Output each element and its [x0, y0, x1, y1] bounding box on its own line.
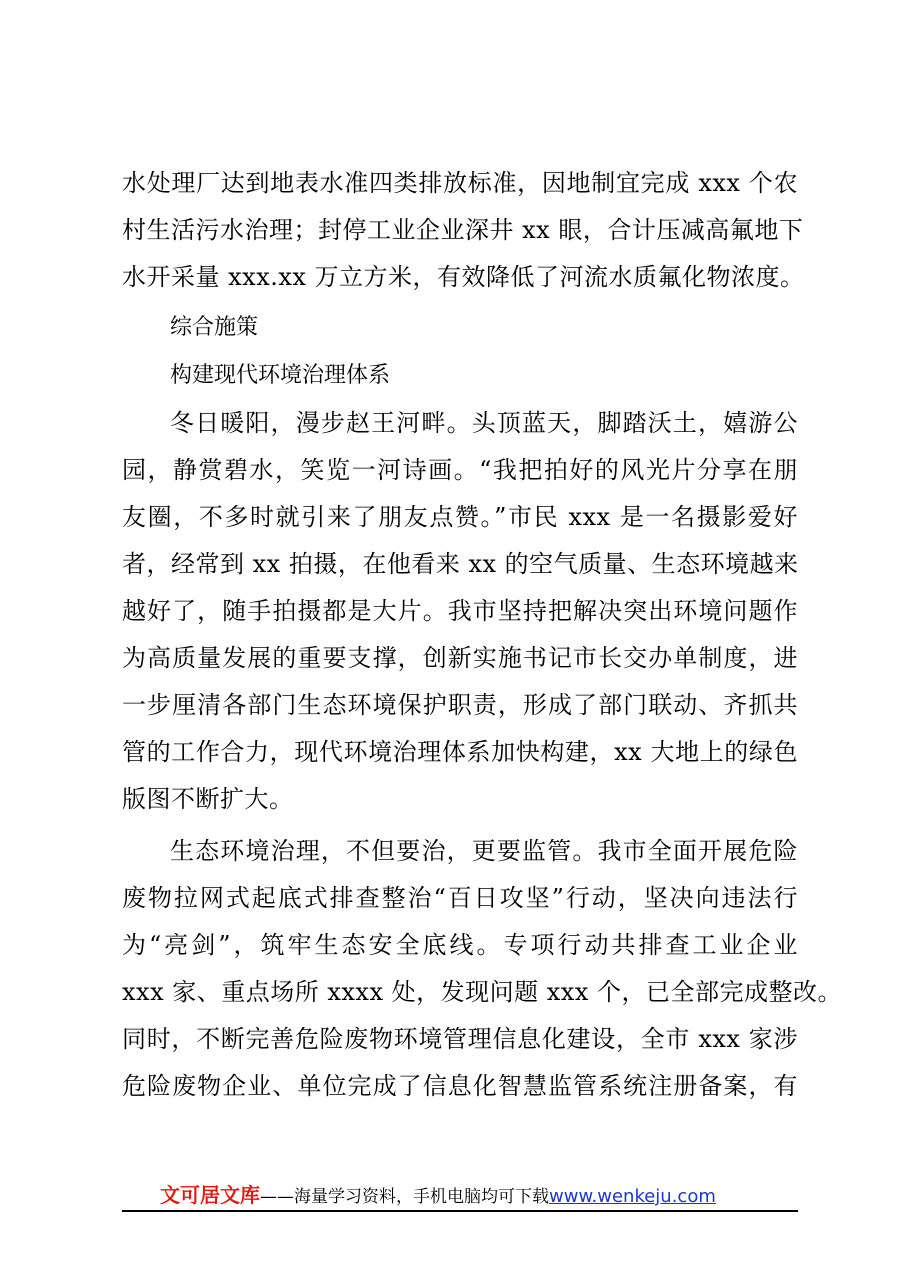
body-line: 危险废物企业、单位完成了信息化智慧监管系统注册备案，有 [122, 1072, 798, 1100]
section-heading: 综合施策 [170, 315, 259, 340]
body-line: 村生活污水治理；封停工业企业深井 xx 眼，合计压减高氟地下 [122, 216, 804, 244]
body-line: 越好了，随手拍摄都是大片。我市坚持把解决突出环境问题作 [122, 597, 798, 625]
body-line: 一步厘清各部门生态环境保护职责，形成了部门联动、齐抓共 [122, 691, 798, 719]
body-line: 管的工作合力，现代环境治理体系加快构建，xx 大地上的绿色 [122, 738, 798, 766]
body-line: 为高质量发展的重要支撑，创新实施书记市长交办单制度，进 [122, 644, 798, 672]
subsection-heading: 构建现代环境治理体系 [170, 363, 391, 388]
footer-tagline: ——海量学习资料，手机电脑均可下载 [260, 1187, 549, 1207]
body-line: 废物拉网式起底式排查整治“百日攻坚”行动，坚决向违法行 [122, 884, 798, 912]
body-line: 者，经常到 xx 拍摄，在他看来 xx 的空气质量、生态环境越来 [122, 550, 799, 578]
paragraph-first-line: 生态环境治理，不但要治，更要监管。我市全面开展危险 [170, 837, 798, 865]
footer-brand: 文可居文库 [160, 1183, 260, 1207]
body-line: 同时，不断完善危险废物环境管理信息化建设，全市 xxx 家涉 [122, 1025, 798, 1053]
body-line: 为“亮剑”，筑牢生态安全底线。专项行动共排查工业企业 [122, 931, 798, 959]
body-line: 园，静赏碧水，笑览一河诗画。“我把拍好的风光片分享在朋 [122, 456, 798, 484]
footer-divider [122, 1210, 798, 1212]
paragraph-first-line: 冬日暖阳，漫步赵王河畔。头顶蓝天，脚踏沃土，嬉游公 [170, 409, 798, 437]
body-line: xxx 家、重点场所 xxxx 处，发现问题 xxx 个，已全部完成整改。 [122, 978, 842, 1006]
body-line: 友圈，不多时就引来了朋友点赞。”市民 xxx 是一名摄影爱好 [122, 503, 798, 531]
footer-banner [160, 1180, 716, 1210]
body-line: 水处理厂达到地表水准四类排放标准，因地制宜完成 xxx 个农 [122, 169, 798, 197]
body-line: 水开采量 xxx.xx 万立方米，有效降低了河流水质氟化物浓度。 [122, 263, 805, 291]
footer-link[interactable]: www.wenkeju.com [549, 1186, 716, 1207]
body-line: 版图不断扩大。 [122, 785, 294, 813]
